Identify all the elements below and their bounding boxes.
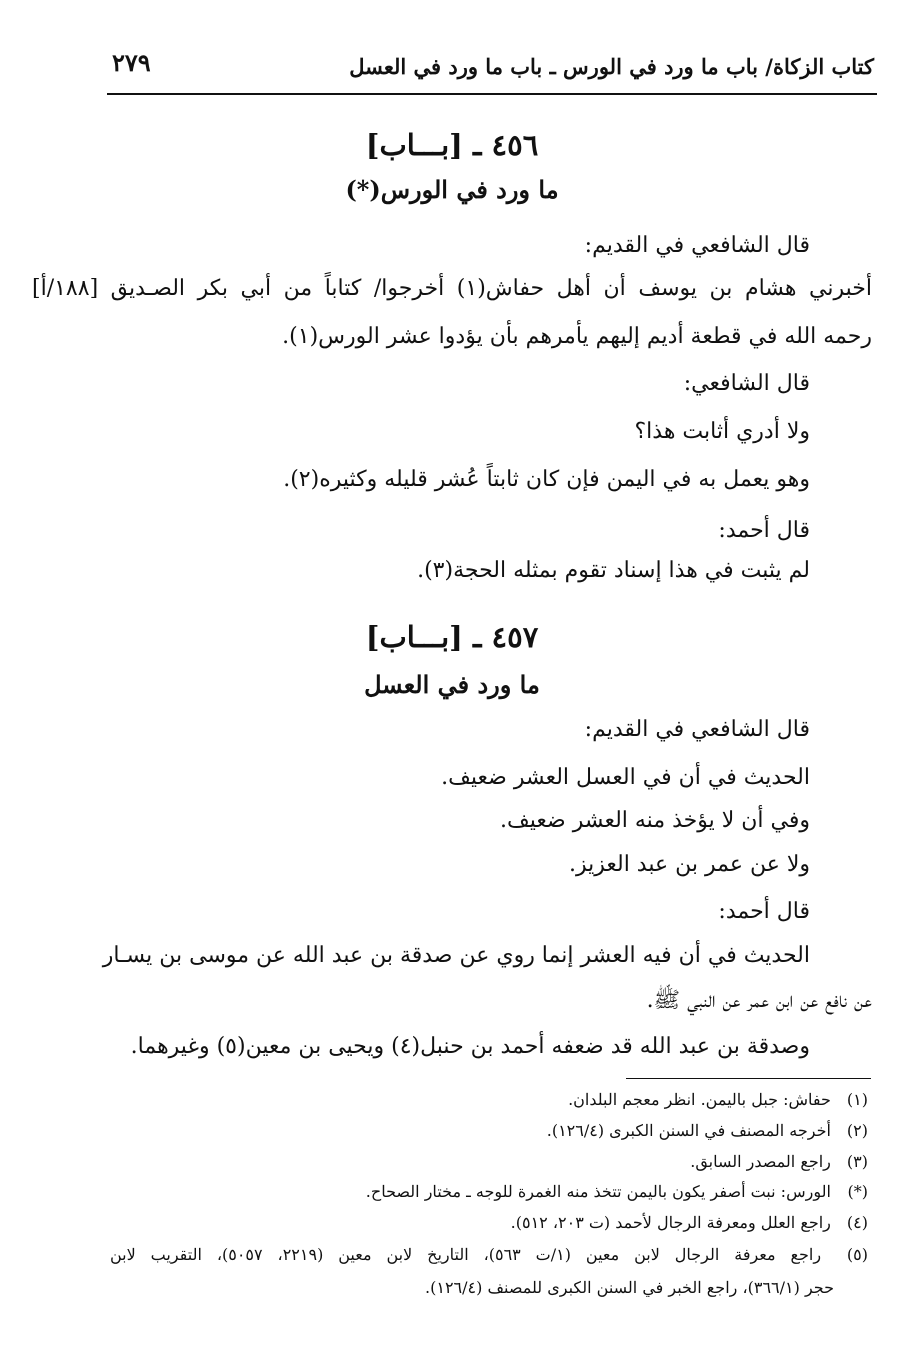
footnote-text: أخرجه المصنف في السنن الكبرى (١٢٦/٤). [546, 1121, 831, 1140]
text-line: ولا عن عمر بن عبد العزيز. [568, 852, 810, 877]
footnote-separator [626, 1078, 871, 1079]
footnote [366, 1182, 868, 1201]
footnote [110, 1245, 868, 1264]
text-line: ولا أدري أثابت هذا؟ [634, 419, 810, 444]
footnote [511, 1213, 868, 1232]
footnote-text: حفاش: جبل باليمن. انظر معجم البلدان. [568, 1090, 831, 1109]
footnote [547, 1121, 868, 1140]
chapter-heading-457: ٤٥٧ ـ [بـــاب] [365, 620, 539, 654]
text-line: قال أحمد: [718, 899, 810, 924]
chapter-title-457: ما ورد في العسل [364, 670, 540, 699]
text-line: لم يثبت في هذا إسناد تقوم بمثله الحجة(٣). [417, 558, 810, 583]
chapter-title-456: ما ورد في الورس(*) [345, 175, 559, 204]
text-line: رحمه الله في قطعة أديم إليهم يأمرهم بأن يؤدوا عشر الورس(١). [282, 324, 872, 349]
footnote-number: (*) [847, 1182, 868, 1201]
text-line: أخبرني هشام بن يوسف أن أهل حفاش(١) أخرجوا/ كتاباً من أبي بكر الصـديق [١٨٨/أ] [32, 276, 872, 301]
text-line: قال الشافعي: [683, 371, 810, 396]
footnote-text: الورس: نبت أصفر يكون باليمن تتخذ منه الغمرة للوجه ـ مختار الصحاح. [365, 1182, 831, 1201]
footnote-number: (٢) [846, 1121, 868, 1140]
footnote-continuation [425, 1278, 834, 1297]
text-line: الحديث في أن في العسل العشر ضعيف. [441, 765, 810, 790]
chapter-heading-456: ٤٥٦ ـ [بـــاب] [365, 128, 539, 162]
footnote-number: (٤) [846, 1213, 868, 1232]
footnote-number: (٥) [846, 1245, 869, 1264]
footnote-number: (٣) [846, 1152, 868, 1171]
text-line: قال الشافعي في القديم: [584, 233, 810, 258]
footnote [690, 1152, 868, 1171]
footnote [568, 1090, 868, 1109]
text-line: قال أحمد: [718, 518, 810, 543]
footnote-text: راجع العلل ومعرفة الرجال لأحمد (ت ٢٠٣، ٥١٢). [510, 1213, 831, 1232]
text-line: وصدقة بن عبد الله قد ضعفه أحمد بن حنبل(٤) ويحيى بن معين(٥) وغيرهما. [130, 1034, 810, 1059]
running-head: كتاب الزكاة/ باب ما ورد في الورس ـ باب ما ورد في العسل [349, 54, 874, 79]
footnote-number: (١) [846, 1090, 868, 1109]
page-number: ٢٧٩ [112, 48, 151, 77]
footnote-text: راجع معرفة الرجال لابن معين (١/ت ٥٦٣)، التاريخ لابن معين (٢٢١٩، ٥٠٥٧)، التقريب لابن [110, 1245, 822, 1264]
text-line: عن نافع عن ابن عمر عن النبي ﷺ. [646, 988, 872, 1013]
footnote-text: حجر (٣٦٦/١)، راجع الخبر في السنن الكبرى للمصنف (١٢٦/٤). [425, 1278, 834, 1297]
text-line: وهو يعمل به في اليمن فإن كان ثابتاً عُشر قليله وكثيره(٢). [283, 467, 810, 492]
header-rule [107, 93, 877, 95]
text-line: قال الشافعي في القديم: [584, 717, 810, 742]
text-line: الحديث في أن فيه العشر إنما روي عن صدقة بن عبد الله عن موسى بن يسـار [102, 943, 810, 968]
footnote-text: راجع المصدر السابق. [690, 1152, 831, 1171]
text-line: وفي أن لا يؤخذ منه العشر ضعيف. [500, 808, 810, 833]
